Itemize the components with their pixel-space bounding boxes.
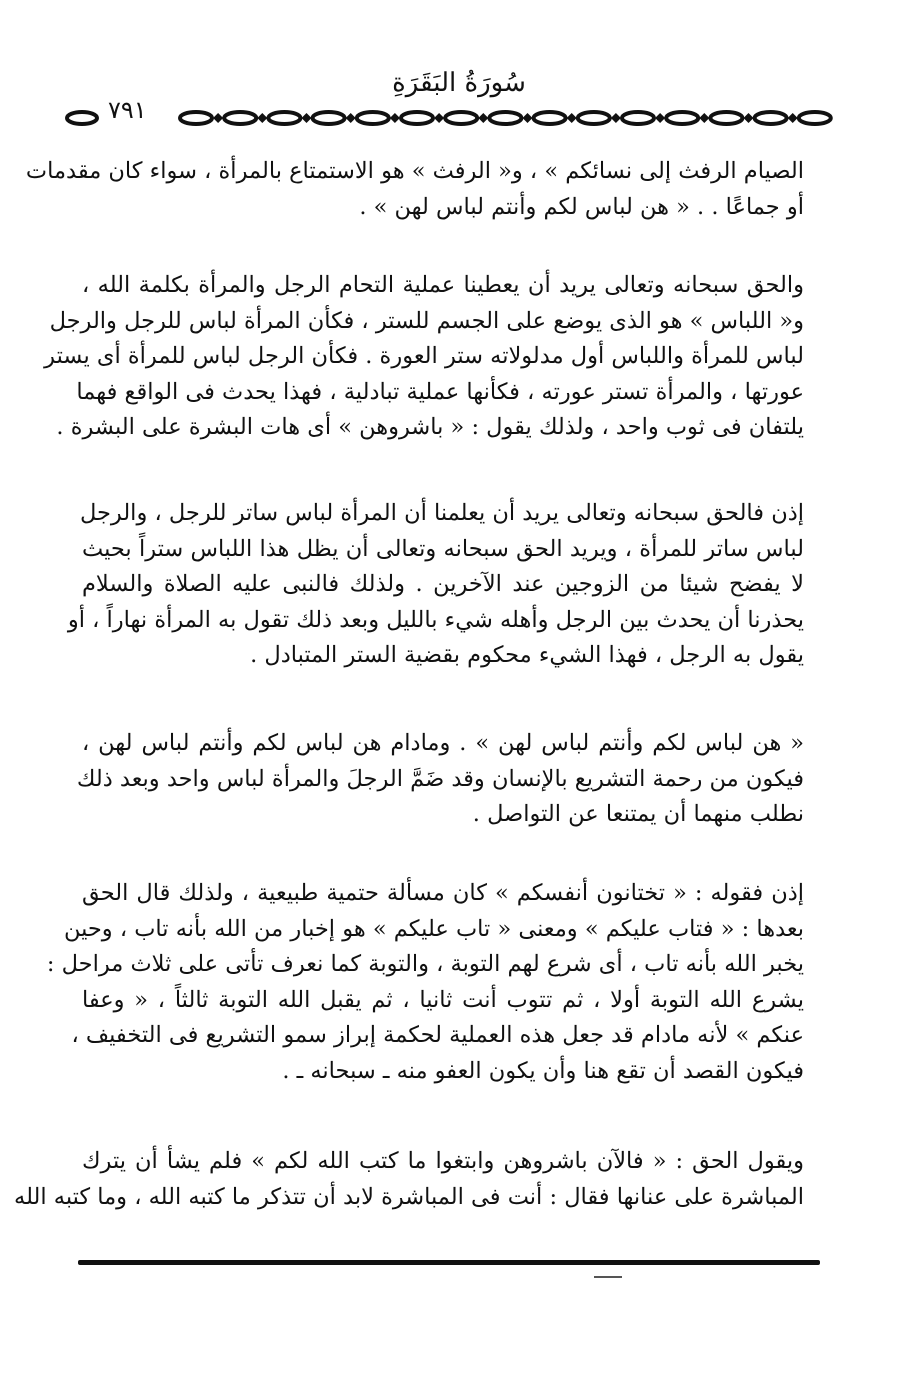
text-line: ويقول الحق : « فالآن باشروهن وابتغوا ما كتب الله لكم » فلم يشأ أن يترك: [82, 1148, 804, 1174]
text-line: يشرع الله التوبة أولا ، ثم تتوب أنت ثانيا ، ثم يقبل الله التوبة ثالثاً ، « وعفا: [82, 986, 804, 1013]
ornament-oval: [445, 112, 477, 124]
text-line: لا يفضح شيئا من الزوجين عند الآخرين . ولذلك فالنبى عليه الصلاة والسلام: [82, 571, 804, 598]
paragraph-3: [67, 496, 804, 674]
text-line: أو جماعًا . . « هن لباس لكم وأنتم لباس لهن » .: [359, 193, 804, 220]
text-line: الصيام الرفث إلى نسائكم » ، و« الرفث » هو الاستمتاع بالمرأة ، سواء كان مقدمات: [25, 158, 804, 184]
ornament-oval: [401, 112, 433, 124]
page-number: ٧٩١: [108, 96, 147, 124]
ornament-oval: [755, 112, 787, 124]
ornament-diamond: [744, 113, 754, 123]
text-line: لباس للمرأة واللباس أول مدلولاته ستر العورة . فكأن الرجل لباس للمرأة أى يستر: [44, 343, 804, 370]
text-line: إذن فالحق سبحانه وتعالى يريد أن يعلمنا أن المرأة لباس ساتر للرجل ، والرجل: [79, 500, 804, 526]
ornament-oval: [357, 112, 389, 124]
ornament-oval: [489, 112, 521, 124]
footer-rule: [78, 1260, 820, 1265]
text-line: يقول به الرجل ، فهذا الشيء محكوم بقضية الستر المتبادل .: [250, 642, 804, 669]
text-line: يلتفان فى ثوب واحد ، ولذلك يقول : « باشروهن » أى هات البشرة على البشرة .: [56, 414, 804, 441]
text-line: فيكون القصد أن تقع هنا وأن يكون العفو منه ـ سبحانه ـ .: [282, 1057, 804, 1084]
paragraph-1: [25, 154, 804, 225]
paragraph-2: [44, 268, 804, 446]
ornamental-header-band: [64, 100, 834, 136]
ornament-oval: [710, 112, 742, 124]
text-line: يخبر الله بأنه تاب ، أى شرع لهم التوبة ، والتوبة كما نعرف تأتى على ثلاث مراحل :: [46, 951, 804, 978]
ornament-oval: [268, 112, 300, 124]
ornament-oval: [799, 112, 831, 124]
text-line: يحذرنا أن يحدث بين الرجل وأهله شيء بالليل وبعد ذلك تقول به المرأة نهاراً ، أو: [67, 606, 804, 633]
footer-mark: [594, 1276, 622, 1278]
text-line: « هن لباس لكم وأنتم لباس لهن » . ومادام هن لباس لكم وأنتم لباس لهن ،: [82, 730, 804, 756]
ornament-oval: [666, 112, 698, 124]
surah-title: سُورَةُ البَقَرَةِ: [392, 68, 526, 98]
paragraph-6: [14, 1144, 804, 1215]
ornament-oval: [224, 112, 256, 124]
ornament-diamond: [213, 113, 223, 123]
ornament-diamond: [699, 113, 709, 123]
ornament-oval: [578, 112, 610, 124]
ornament-diamond: [478, 113, 488, 123]
ornament-diamond: [390, 113, 400, 123]
ornament-diamond: [434, 113, 444, 123]
ornament-oval: [313, 112, 345, 124]
ornament-diamond: [346, 113, 356, 123]
text-line: بعدها : « فتاب عليكم » ومعنى « تاب عليكم » هو إخبار من الله بأنه تاب ، وحين: [63, 915, 804, 942]
ornament-oval: [534, 112, 566, 124]
text-line: المباشرة على عنانها فقال : أنت فى المباشرة لابد أن تتذكر ما كتبه الله ، وما كتبه الله: [14, 1183, 804, 1210]
text-line: و« اللباس » هو الذى يوضع على الجسم للستر ، فكأن المرأة لباس للرجل والرجل: [49, 307, 804, 334]
ornament-diamond: [302, 113, 312, 123]
text-line: فيكون من رحمة التشريع بالإنسان وقد ضَمَّ الرجلَ والمرأة لباس واحد وبعد ذلك: [76, 765, 804, 792]
ornament-diamond: [523, 113, 533, 123]
ornament-oval: [67, 112, 97, 124]
text-line: والحق سبحانه وتعالى يريد أن يعطينا عملية التحام الرجل والمرأة بكلمة الله ،: [82, 272, 804, 298]
text-line: لباس ساتر للمرأة ، ويريد الحق سبحانه وتعالى أن يظل هذا اللباس ستراً بحيث: [82, 535, 804, 562]
ornament-diamond: [655, 113, 665, 123]
text-line: عورتها ، والمرأة تستر عورته ، فكأنها عملية تبادلية ، فهذا يحدث فى الواقع فهما: [76, 378, 804, 405]
text-line: إذن فقوله : « تختانون أنفسكم » كان مسألة حتمية طبيعية ، ولذلك قال الحق: [82, 880, 804, 906]
ornament-diamond: [257, 113, 267, 123]
ornament-diamond: [567, 113, 577, 123]
ornament-diamond: [788, 113, 798, 123]
text-line: عنكم » لأنه مادام قد جعل هذه العملية لحكمة إبراز سمو التشريع فى التخفيف ،: [71, 1022, 804, 1049]
paragraph-5: [46, 876, 804, 1090]
ornament-oval: [180, 112, 212, 124]
ornament-oval: [622, 112, 654, 124]
ornament-diamond: [611, 113, 621, 123]
text-line: نطلب منهما أن يمتنعا عن التواصل .: [472, 801, 804, 828]
paragraph-4: [76, 726, 804, 833]
